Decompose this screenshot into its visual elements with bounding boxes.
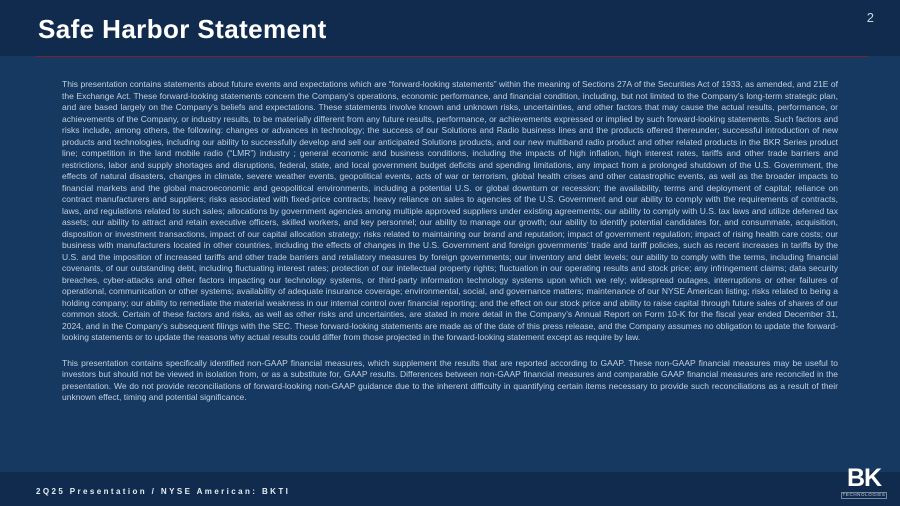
logo-technologies-text: TECHNOLOGIES <box>842 492 886 497</box>
bk-technologies-logo <box>841 463 887 500</box>
slide-number: 2 <box>866 10 874 25</box>
title-underline <box>36 56 868 57</box>
logo-bk-text: BK <box>846 463 882 492</box>
safe-harbor-paragraph: This presentation contains statements about future events and expectations which are “forward-looking statements” within the meaning of Sections 27A of the Securities Act of 1933, as amended, and 21E of the Exchange Act. These forward-looking statements concern the Company’s operations, economic performance, and financial condition, including, but not limited to the Company’s long-term strategic plan, and are based largely on the Company’s beliefs and expectations. These statements involve known and unknown risks, uncertainties, and other factors that may cause the actual results, performance, or achievements of the Company, or industry results, to be materially different from any future results, performance, or achievements expressed or implied by such forward-looking statements. Such factors and risks include, among others, the following: changes or advances in technology; the success of our Solutions and Radio business lines and the products offered thereunder; successful introduction of new products and technologies, including our ability to successfully develop and sell our anticipated Solutions products, and our new multiband radio product and other related products in the BKR Series product line; competition in the land mobile radio (“LMR”) industry ; general economic and business conditions, including the impacts of high inflation, high interest rates, tariffs and other trade barriers and restrictions, labor and supply shortages and disruptions, federal, state, and local government budget deficits and spending limitations, any impact from a prolonged shutdown of the U.S. Government, the effects of natural disasters, changes in climate, severe weather events, geopolitical events, acts of war or terrorism, global health crises and other catastrophic events, as well as the broader impacts to financial markets and the global macroeconomic and geopolitical environments, including a potential U.S. or global downturn or recession; the availability, terms and deployment of capital; reliance on contract manufacturers and suppliers; risks associated with fixed-price contracts; heavy reliance on sales to agencies of the U.S. Government and our ability to comply with the requirements of contracts, laws, and regulations related to such sales; allocations by government agencies among multiple approved suppliers under existing agreements; our ability to comply with U.S. tax laws and utilize deferred tax assets; our ability to attract and retain executive officers, skilled workers, and key personnel; our ability to manage our growth; our ability to identify potential candidates for, and consummate, acquisition, disposition or investment transactions, impact of our capital allocation strategy; risks related to maintaining our brand and reputation; impact of government regulation; impact of rising health care costs; our business with manufacturers located in other countries, including the effects of changes in the U.S. Government and foreign governments’ trade and tariff policies, such as recent increases in tariffs by the U.S. and the imposition of increased tariffs and other trade barriers and retaliatory measures by foreign governments; our inventory and debt levels; our ability to comply with the terms, including financial covenants, of our outstanding debt, including fluctuating interest rates; protection of our intellectual property rights; fluctuation in our operating results and stock price; any infringement claims; data security breaches, cyber-attacks and other factors impacting our technology systems, or third-party information technology systems upon which we rely; widespread outages, interruptions or other failures of operational, communication or other systems; availability of adequate insurance coverage; environmental, social, and governance matters; maintenance of our NYSE American listing; risks related to being a holding company; our ability to remediate the material weakness in our internal control over financial reporting; and the effect on our stock price and ability to raise capital through future sales of shares of our common stock. Certain of these factors and risks, as well as other risks and uncertainties, are stated in more detail in the Company’s Annual Report on Form 10-K for the fiscal year ended December 31, 2024, and in the Company’s subsequent filings with the SEC. These forward-looking statements are made as of the date of this press release, and the Company assumes no obligation to update the forward-looking statements or to update the reasons why actual results could differ from those projected in the forward-looking statement except as require by law. <box>62 79 838 342</box>
footer-label: 2Q25 Presentation / NYSE American: BKTI <box>36 487 291 496</box>
slide-body <box>62 79 838 404</box>
non-gaap-paragraph: This presentation contains specifically identified non-GAAP financial measures, which supplement the results that are reported according to GAAP. These non-GAAP financial measures may be useful to investors but should not be viewed in isolation from, or as a substitute for, GAAP results. Differences between non-GAAP financial measures and comparable GAAP financial measures are reconciled in the presentation. We do not provide reconciliations of forward-looking non-GAAP guidance due to the inherent difficulty in quantifying certain items necessary to provide such reconciliations as a result of their unknown effect, timing and potential significance. <box>62 357 838 402</box>
page-title: Safe Harbor Statement <box>38 14 327 44</box>
